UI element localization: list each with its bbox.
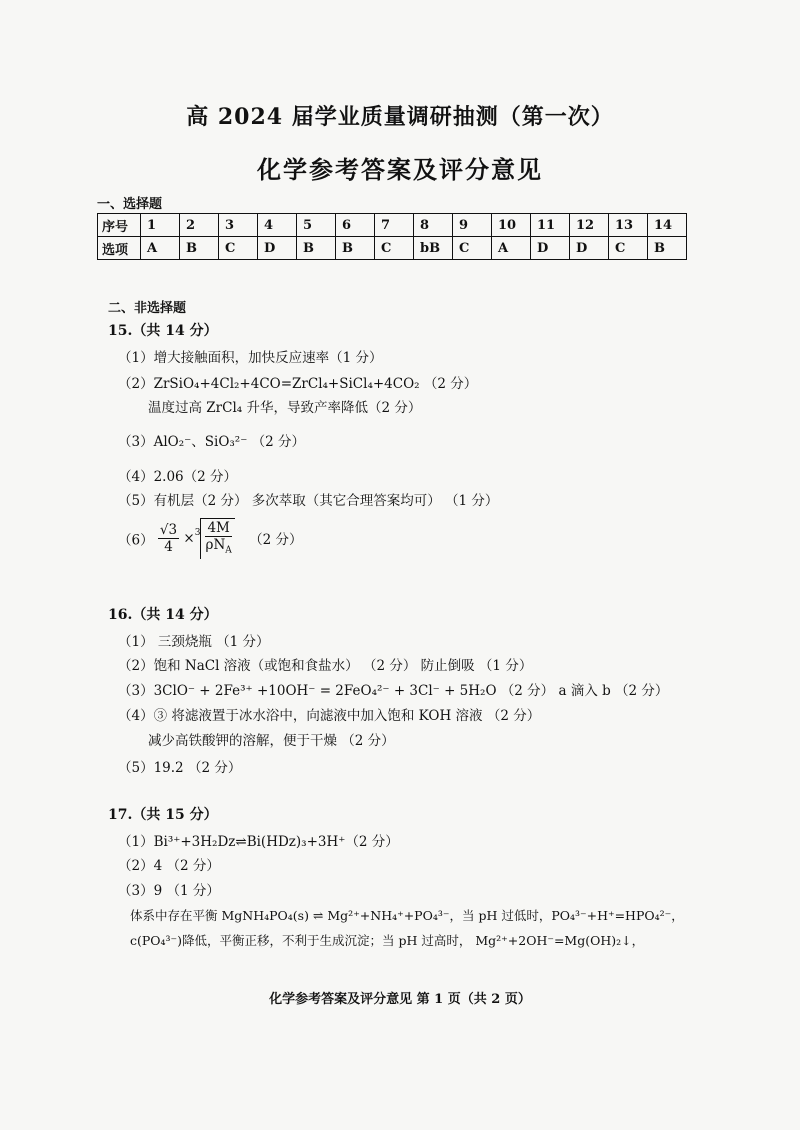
q15-line-4: （3）AlO₂⁻、SiO₃²⁻ （2 分） xyxy=(118,434,306,450)
table-cell: 13 xyxy=(609,214,648,237)
table-cell: 10 xyxy=(492,214,531,237)
table-cell: B xyxy=(336,237,375,260)
q16-line-5: 减少高铁酸钾的溶解，便于干燥 （2 分） xyxy=(148,733,395,749)
root-denominator xyxy=(205,537,231,559)
q15-heading: 15.（共 14 分） xyxy=(108,323,218,339)
root-denominator-main: ρN xyxy=(205,537,226,553)
fraction-denominator: 4 xyxy=(164,538,173,555)
table-cell: 7 xyxy=(375,214,414,237)
table-header-cell: 选项 xyxy=(98,237,141,260)
q17-heading: 17.（共 15 分） xyxy=(108,807,218,823)
section-1-heading: 一、选择题 xyxy=(97,197,163,212)
table-cell: 11 xyxy=(531,214,570,237)
table-cell: C xyxy=(375,237,414,260)
section-2-heading: 二、非选择题 xyxy=(108,301,187,316)
table-cell: 8 xyxy=(414,214,453,237)
answer-table xyxy=(97,213,687,260)
q16-line-6: （5）19.2 （2 分） xyxy=(118,760,242,776)
q15-line-7-formula xyxy=(118,518,303,559)
q16-line-4: （4）③ 将滤液置于冰水浴中，向滤液中加入饱和 KOH 溶液 （2 分） xyxy=(118,708,541,724)
table-cell: B xyxy=(648,237,687,260)
page-subtitle: 化学参考答案及评分意见 xyxy=(257,155,543,184)
times-sign: × xyxy=(183,530,195,547)
q15-line-1: （1）增大接触面积，加快反应速率（1 分） xyxy=(118,350,383,366)
cube-root xyxy=(195,518,235,559)
fraction-numerator: √3 xyxy=(159,521,178,538)
q16-line-2: （2）饱和 NaCl 溶液（或饱和食盐水） （2 分） 防止倒吸 （1 分） xyxy=(118,658,533,674)
root-numerator: 4M xyxy=(207,520,230,536)
table-cell: C xyxy=(453,237,492,260)
table-header-cell: 序号 xyxy=(98,214,141,237)
q15-line-7-score: （2 分） xyxy=(249,532,303,549)
table-cell: 9 xyxy=(453,214,492,237)
table-cell: 6 xyxy=(336,214,375,237)
table-cell: 2 xyxy=(180,214,219,237)
table-cell: B xyxy=(297,237,336,260)
table-cell: 5 xyxy=(297,214,336,237)
table-cell: 1 xyxy=(141,214,180,237)
table-cell: D xyxy=(258,237,297,260)
q15-line-2: （2）ZrSiO₄+4Cl₂+4CO=ZrCl₄+SiCl₄+4CO₂ （2 分） xyxy=(118,376,478,392)
q16-line-3: （3）3ClO⁻ + 2Fe³⁺ +10OH⁻ = 2FeO₄²⁻ + 3Cl⁻ + 5H₂O （2 分） a 滴入 b （2 分） xyxy=(118,683,669,699)
q15-line-7-label: （6） xyxy=(118,532,154,549)
table-row-answers xyxy=(98,237,687,260)
root-fraction xyxy=(205,520,231,559)
root-index: 3 xyxy=(194,527,201,538)
table-cell: D xyxy=(570,237,609,260)
fraction xyxy=(158,522,179,555)
q17-line-1: （1）Bi³⁺+3H₂Dz⇌Bi(HDz)₃+3H⁺（2 分） xyxy=(118,834,399,850)
table-cell: C xyxy=(609,237,648,260)
table-cell: A xyxy=(492,237,531,260)
q16-heading: 16.（共 14 分） xyxy=(108,607,218,623)
q17-line-3: （3）9 （1 分） xyxy=(118,883,220,899)
table-cell: 14 xyxy=(648,214,687,237)
table-cell: 4 xyxy=(258,214,297,237)
page-footer: 化学参考答案及评分意见 第 1 页（共 2 页） xyxy=(269,992,531,1007)
q16-line-1: （1） 三颈烧瓶 （1 分） xyxy=(118,634,270,650)
radicand xyxy=(200,518,234,559)
root-denominator-sub: A xyxy=(225,545,232,556)
q17-line-4: 体系中存在平衡 MgNH₄PO₄(s) ⇌ Mg²⁺+NH₄⁺+PO₄³⁻，当 pH 过低时，PO₄³⁻+H⁺=HPO₄²⁻， xyxy=(130,908,684,923)
q17-line-5: c(PO₄³⁻)降低，平衡正移，不利于生成沉淀；当 pH 过高时， Mg²⁺+2OH⁻=Mg(OH)₂↓， xyxy=(130,933,645,948)
table-cell: A xyxy=(141,237,180,260)
q15-line-5: （4）2.06（2 分） xyxy=(118,469,238,485)
q15-line-3: 温度过高 ZrCl₄ 升华，导致产率降低（2 分） xyxy=(148,400,422,416)
table-row-numbers xyxy=(98,214,687,237)
table-cell: D xyxy=(531,237,570,260)
page-title: 高 2024 届学业质量调研抽测（第一次） xyxy=(186,104,614,130)
table-cell: C xyxy=(219,237,258,260)
q15-line-6: （5）有机层（2 分） 多次萃取（其它合理答案均可） （1 分） xyxy=(118,493,499,509)
table-cell: 12 xyxy=(570,214,609,237)
q17-line-2: （2）4 （2 分） xyxy=(118,858,220,874)
table-cell: B xyxy=(180,237,219,260)
table-cell: bB xyxy=(414,237,453,260)
table-cell: 3 xyxy=(219,214,258,237)
